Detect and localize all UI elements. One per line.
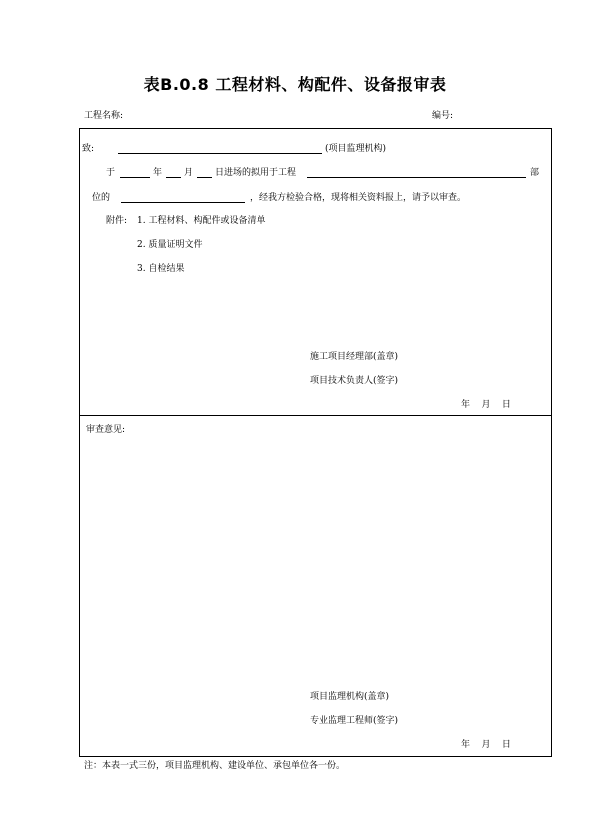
attachment-item: 1. 工程材料、构配件或设备清单 [137,216,266,226]
month-blank-line[interactable] [166,177,181,178]
date-label: 年 月 日 [461,400,511,410]
dept-seal-label: 施工项目经理部(盖章) [310,352,399,362]
attachment-item: 2. 质量证明文件 [137,240,203,250]
attachments-label: 附件: [106,216,128,226]
agency-seal-label: 项目监理机构(盖章) [310,692,390,702]
attachment-item: 3. 自检结果 [137,264,185,274]
engineer-sign-label: 专业监理工程师(签字) [310,716,399,726]
review-label: 审查意见: [86,425,126,435]
to-blank-line[interactable] [118,153,322,154]
at-label: 于 [106,168,116,178]
month-label: 月 [184,168,194,178]
day-text: 日进场的拟用于工程 [215,168,297,178]
project-blank-line[interactable] [307,177,526,178]
to-label: 致: [82,144,95,154]
form-title: 表B.0.8 工程材料、构配件、设备报审表 [143,75,447,94]
project-name-label: 工程名称: [84,111,124,121]
to-suffix: (项目监理机构) [325,144,387,154]
inspection-text: ，经我方检验合格，现将相关资料报上，请予以审查。 [250,193,467,203]
footer-note: 注：本表一式三份，项目监理机构、建设单位、承包单位各一份。 [84,761,346,771]
year-blank-line[interactable] [120,177,150,178]
part-suffix: 部 [530,168,540,178]
position-label: 位的 [92,193,111,203]
tech-lead-sign-label: 项目技术负责人(签字) [310,376,399,386]
review-date-label: 年 月 日 [461,740,511,750]
review-section [79,415,552,757]
submission-section [79,128,552,416]
day-blank-line[interactable] [197,177,212,178]
number-label: 编号: [432,111,454,121]
position-blank-line[interactable] [121,202,245,203]
year-label: 年 [153,168,163,178]
